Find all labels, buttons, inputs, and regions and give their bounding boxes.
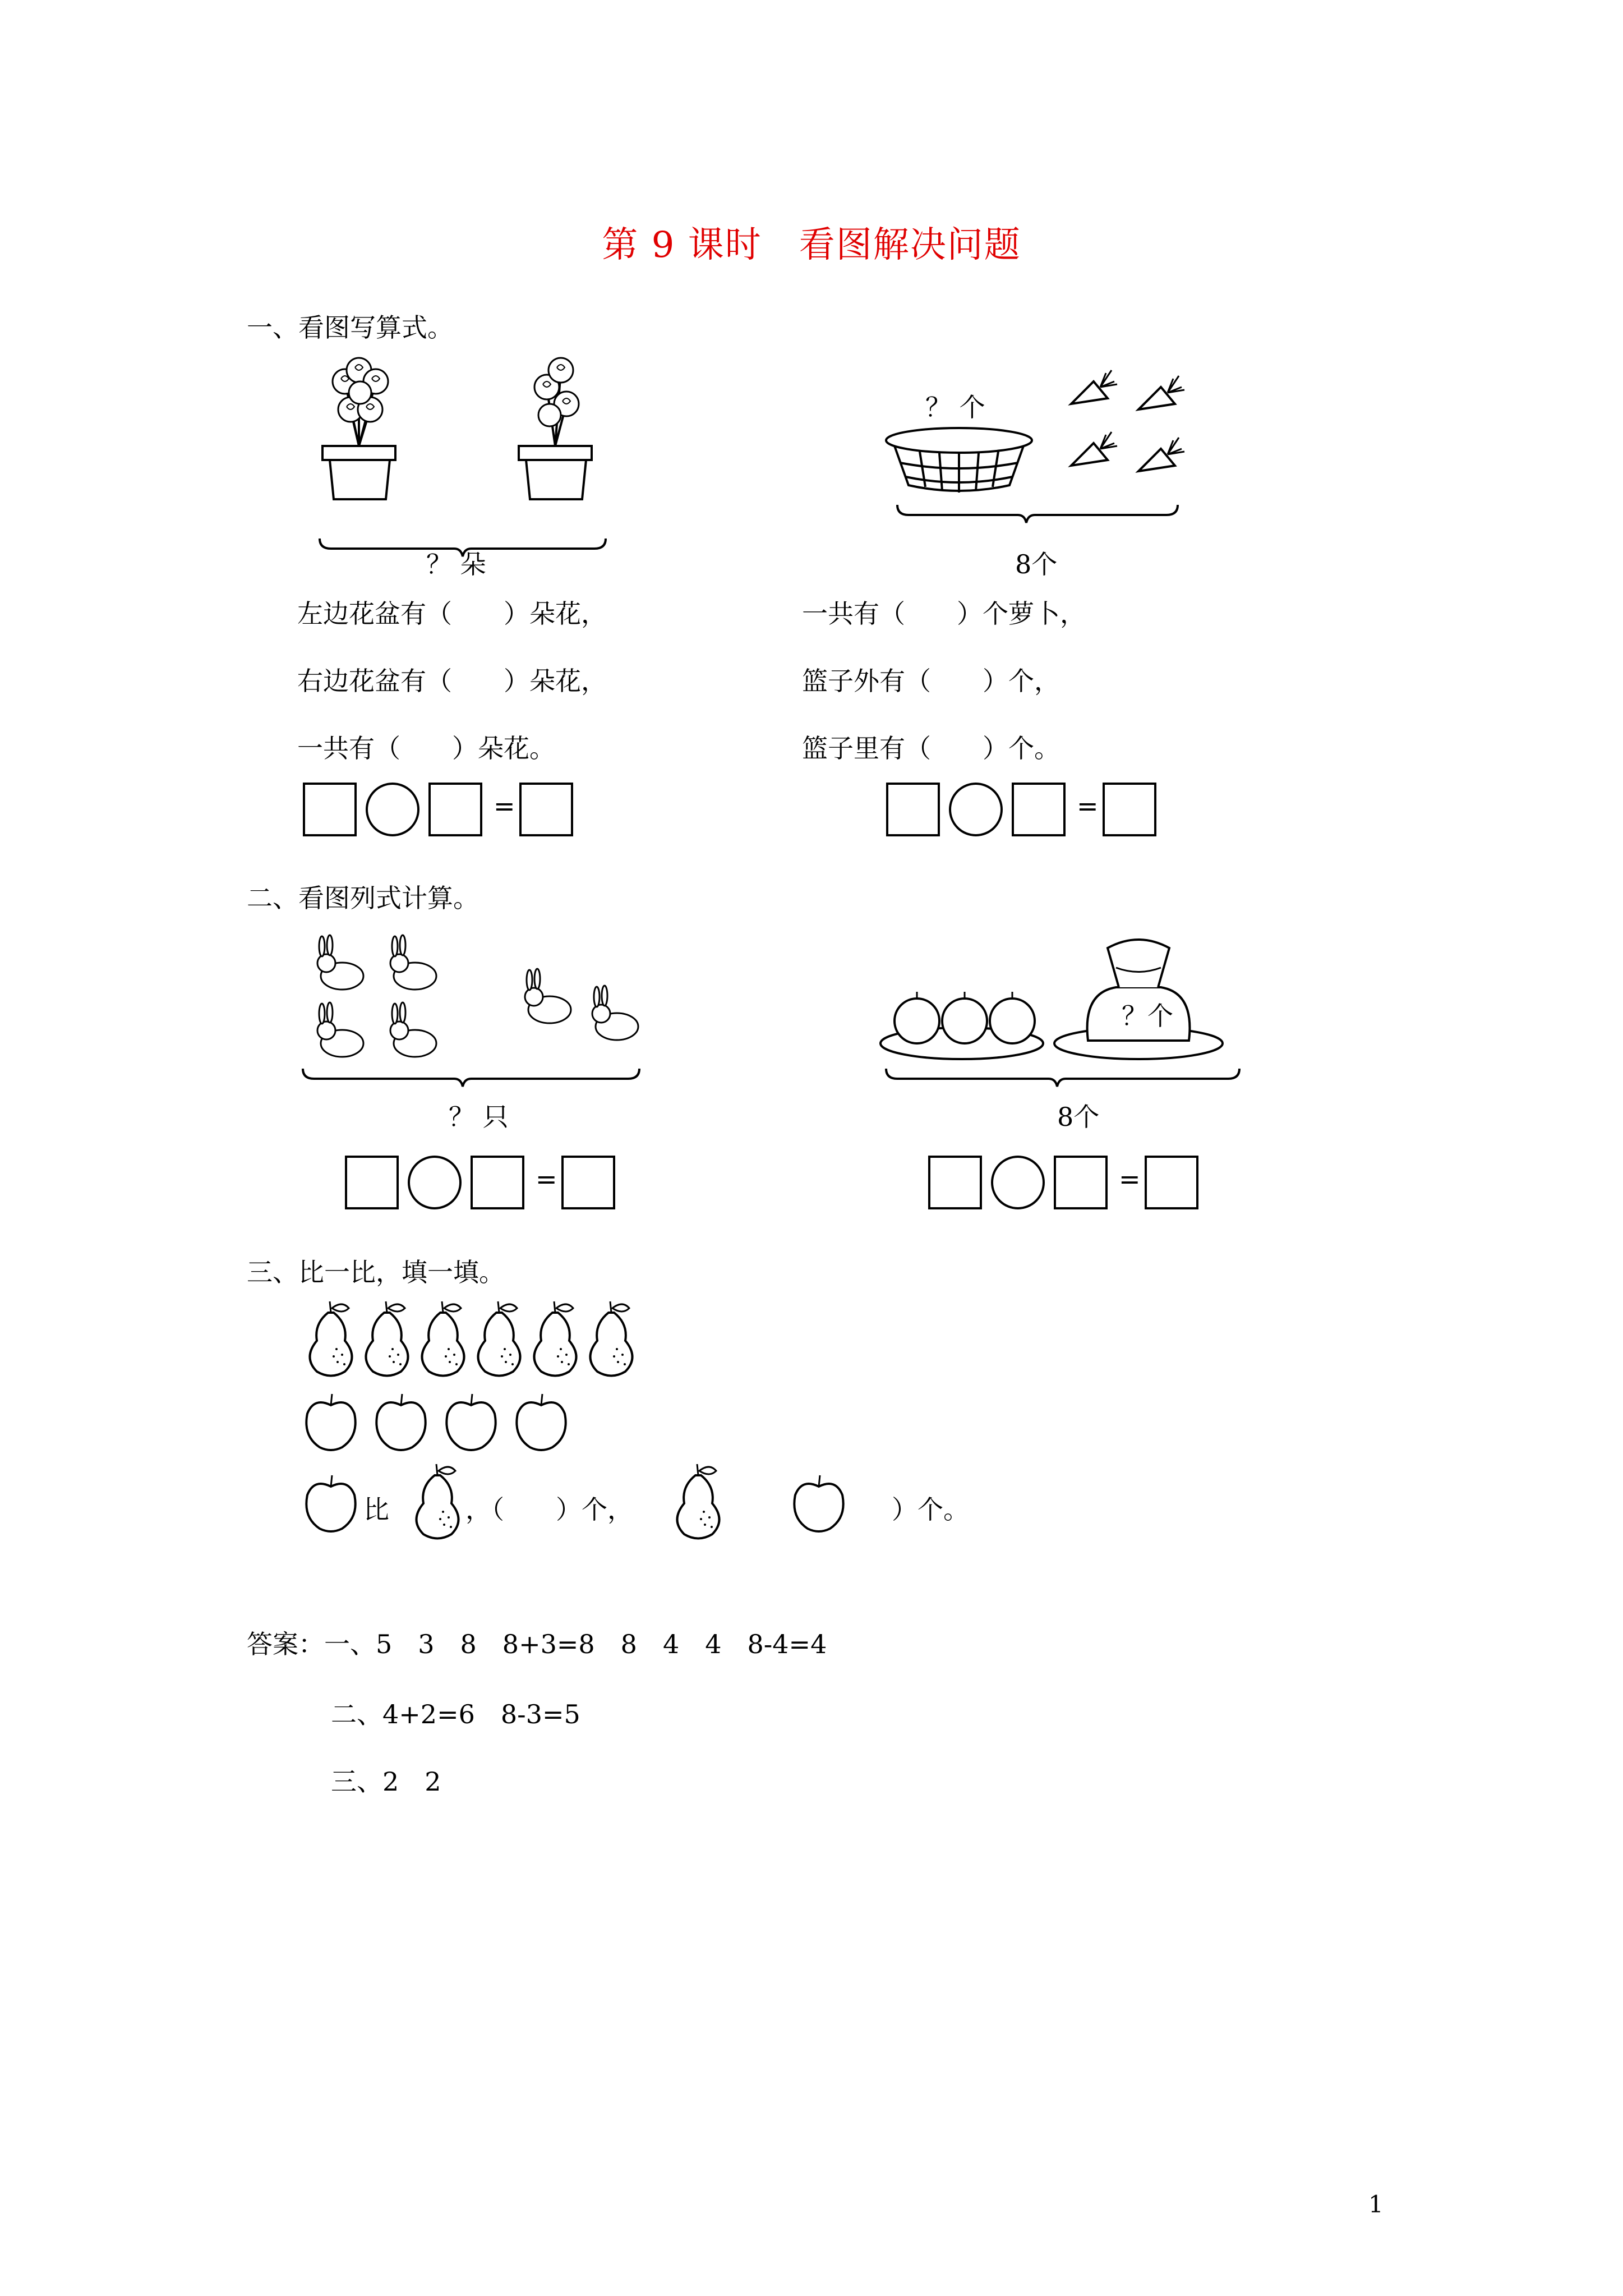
apples-total-label: 8个: [1057, 1102, 1100, 1132]
answer-box[interactable]: [561, 1156, 615, 1209]
page-title: 第 9 课时 看图解决问题: [602, 224, 1021, 266]
operator-circle[interactable]: [991, 1156, 1045, 1209]
s1-right-line-3: 篮子里有（ ）个。: [802, 733, 1060, 763]
compare-bi-text: 比: [363, 1494, 389, 1525]
bag-question-label: ？个: [1122, 1001, 1173, 1031]
answer-line-3: 三、2 2: [331, 1766, 441, 1797]
answer-box[interactable]: [428, 783, 482, 836]
s1-right-line-2: 篮子外有（ ）个，: [802, 666, 1060, 696]
operator-circle[interactable]: [949, 783, 1003, 836]
answer-box[interactable]: [886, 783, 940, 836]
apple-icon: [303, 1473, 359, 1534]
answer-box[interactable]: [345, 1156, 399, 1209]
radish-total-label: 8个: [1015, 549, 1058, 579]
pear-icon: [409, 1458, 465, 1543]
section-3-heading: 三、比一比，填一填。: [247, 1257, 505, 1287]
page-number: 1: [1368, 2191, 1384, 2218]
rabbits-illustration: [303, 928, 662, 1097]
answer-box[interactable]: [1145, 1156, 1198, 1209]
pears-row: [303, 1296, 662, 1380]
s1-left-line-1: 左边花盆有（ ）朵花，: [297, 599, 607, 629]
answer-box[interactable]: [1103, 783, 1156, 836]
apples-plates-illustration: [880, 926, 1251, 1094]
flower-pots-illustration: [297, 348, 611, 561]
answer-box[interactable]: [519, 783, 573, 836]
s1-left-line-2: 右边花盆有（ ）朵花，: [297, 666, 607, 696]
pear-icon: [670, 1458, 726, 1543]
equals-sign: =: [536, 1164, 557, 1194]
s1-left-line-3: 一共有（ ）朵花。: [297, 733, 555, 763]
answer-box[interactable]: [1054, 1156, 1108, 1209]
answer-box[interactable]: [471, 1156, 524, 1209]
answer-box[interactable]: [928, 1156, 982, 1209]
section-1-heading: 一、看图写算式。: [247, 312, 453, 343]
answer-line-1: 一、5 3 8 8+3=8 8 4 4 8-4=4: [324, 1629, 827, 1659]
apple-icon: [791, 1473, 847, 1534]
flowers-question-label: ？ 朵: [426, 549, 486, 579]
operator-circle[interactable]: [408, 1156, 462, 1209]
answers-label: 答案：: [247, 1629, 324, 1659]
section-2-heading: 二、看图列式计算。: [247, 883, 479, 913]
basket-radishes-illustration: [886, 359, 1200, 527]
s1-right-line-1: 一共有（ ）个萝卜，: [802, 599, 1086, 629]
answer-line-2: 二、4+2=6 8-3=5: [331, 1699, 580, 1729]
operator-circle[interactable]: [366, 783, 419, 836]
answer-box[interactable]: [1012, 783, 1066, 836]
compare-blank-1: ，（ ）个，: [465, 1494, 633, 1525]
radish-basket-question-label: ？ 个: [925, 392, 985, 422]
answer-box[interactable]: [303, 783, 357, 836]
equals-sign: =: [1077, 791, 1099, 821]
rabbits-question-label: ？ 只: [449, 1102, 509, 1132]
compare-blank-2: ）个。: [892, 1494, 969, 1525]
apples-row: [303, 1391, 583, 1458]
equals-sign: =: [1119, 1164, 1141, 1194]
equals-sign: =: [494, 791, 515, 821]
